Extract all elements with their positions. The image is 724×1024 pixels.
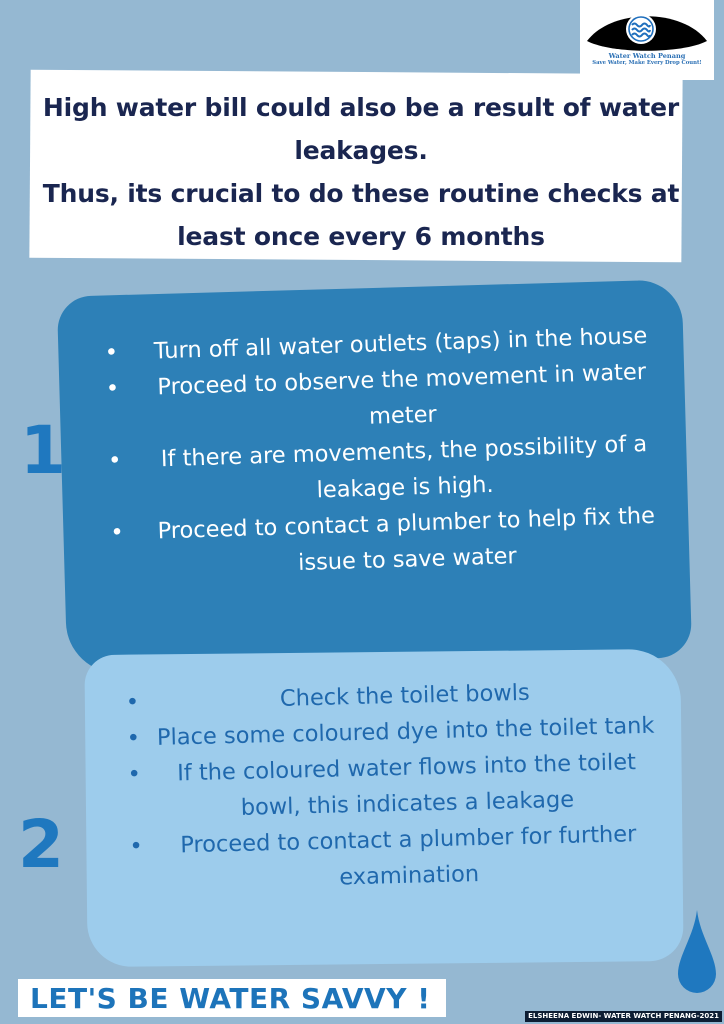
logo-card — [580, 0, 714, 80]
footer-slogan: LET'S BE WATER SAVVY ! — [30, 982, 431, 1015]
step-2-list — [125, 671, 670, 900]
step-2-number: 2 — [18, 806, 64, 883]
list-item: • Turn off all water outlets (taps) in the house — [104, 317, 675, 371]
list-item: • Proceed to contact a plumber for further examination — [129, 815, 671, 900]
list-item: • Place some coloured dye into the toilet tank — [126, 707, 667, 756]
list-item: • Proceed to observe the movement in water meter — [105, 353, 677, 443]
list-item: • Check the toilet bowls — [125, 671, 666, 720]
eye-logo-icon — [584, 6, 710, 52]
intro-line: leakages. — [294, 136, 428, 165]
intro-line: High water bill could also be a result of water — [42, 93, 680, 122]
list-item: • If there are movements, the possibility of a leakage is high. — [108, 425, 680, 515]
intro-line: least once every 6 months — [177, 222, 545, 251]
water-drop-icon — [676, 908, 718, 996]
logo-tagline: Save Water, Make Every Drop Count! — [592, 60, 702, 67]
intro-text — [30, 86, 692, 258]
logo-name: Water Watch Penang — [608, 52, 686, 60]
step-1-number: 1 — [20, 412, 66, 489]
list-item: • If the coloured water flows into the toilet bowl, this indicates a leakage — [127, 743, 669, 828]
intro-line: Thus, its crucial to do these routine checks at — [42, 179, 680, 208]
list-item: • Proceed to contact a plumber to help fix the issue to save water — [110, 497, 682, 587]
step-1-list — [104, 317, 682, 587]
credit-label: ELSHEENA EDWIN- WATER WATCH PENANG-2021 — [525, 1011, 722, 1022]
